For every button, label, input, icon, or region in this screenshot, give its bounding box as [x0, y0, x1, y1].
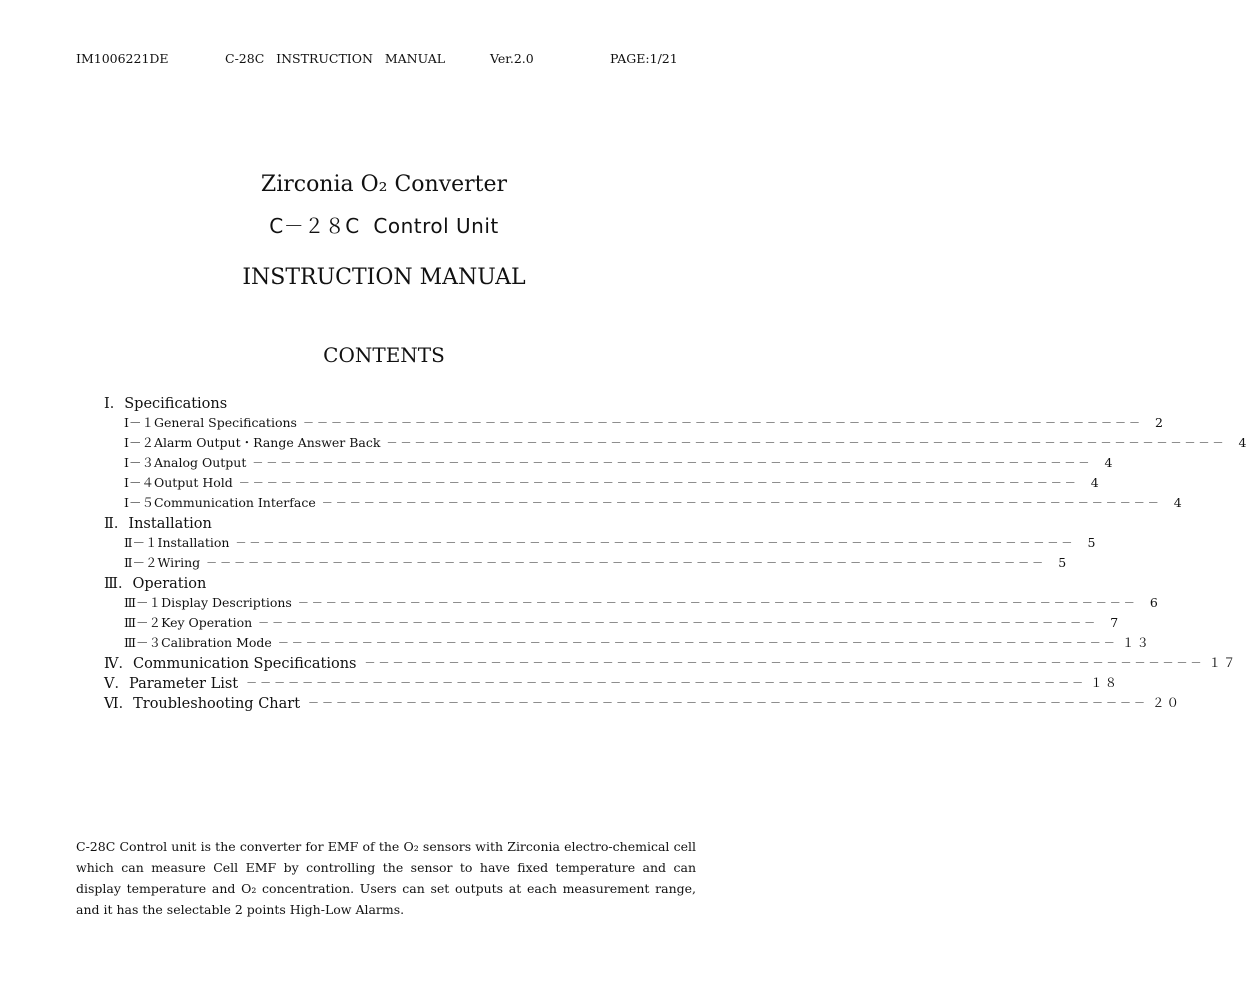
toc-item-page: 4: [1238, 434, 1246, 450]
toc-item-number: Ⅰ－１: [124, 415, 154, 430]
toc-item-number: Ⅰ－５: [124, 495, 154, 510]
toc-item[interactable]: [124, 552, 1067, 572]
toc-item[interactable]: [124, 432, 1246, 452]
toc-item[interactable]: [124, 492, 1182, 512]
toc-item-label: Installation: [157, 534, 230, 550]
toc-section-label: Ⅳ．Communication Specifications: [104, 655, 357, 672]
leader-dashes: －－－－－－－－－－－－－－－－－－－－－－－－－－－－－－－－－－－－－－－－－－－－－－－－－－－－－－－－－－－－: [386, 436, 1227, 449]
leader-dashes: －－－－－－－－－－－－－－－－－－－－－－－－－－－－－－－－－－－－－－－－－－－－－－－－－－－－－－－－－－－－: [258, 616, 1099, 629]
leader-dashes: －－－－－－－－－－－－－－－－－－－－－－－－－－－－－－－－－－－－－－－－－－－－－－－－－－－－－－－－－－－－: [297, 596, 1138, 609]
toc-item-page: 4: [1104, 454, 1113, 470]
leader-dashes: －－－－－－－－－－－－－－－－－－－－－－－－－－－－－－－－－－－－－－－－－－－－－－－－－－－－－－－－－－－－: [235, 536, 1076, 549]
page-number: PAGE:1/21: [610, 51, 678, 66]
toc-section-page: １８: [1090, 675, 1120, 690]
toc-item-page: １３: [1121, 635, 1151, 650]
toc-item-label: Display Descriptions: [161, 594, 292, 610]
toc-item-number: Ⅰ－３: [124, 455, 154, 470]
toc-item-label: Alarm Output・Range Answer Back: [153, 435, 381, 450]
toc-item[interactable]: [124, 412, 1163, 432]
toc-item-label: Output Hold: [153, 474, 233, 490]
toc-item-page: 5: [1087, 534, 1096, 550]
leader-dashes: －－－－－－－－－－－－－－－－－－－－－－－－－－－－－－－－－－－－－－－－－－－－－－－－－－－－－－－－－－－－: [238, 476, 1079, 489]
toc-item-number: Ⅱ－１: [124, 535, 158, 550]
toc-item[interactable]: [124, 632, 1151, 652]
toc-item-page: 7: [1110, 614, 1119, 630]
toc-item-number: Ⅲ－１: [124, 595, 162, 610]
leader-dashes: －－－－－－－－－－－－－－－－－－－－－－－－－－－－－－－－－－－－－－－－－－－－－－－－－－－－－－－－－－－－: [364, 656, 1205, 669]
toc-item-label: Wiring: [157, 554, 201, 570]
title-line-3: INSTRUCTION MANUAL: [242, 265, 526, 290]
toc-item[interactable]: [124, 612, 1119, 632]
title-line-1: Zirconia O₂ Converter: [260, 172, 508, 197]
toc-item-page: 5: [1058, 554, 1067, 570]
doc-id: IM1006221DE: [76, 51, 169, 66]
leader-dashes: －－－－－－－－－－－－－－－－－－－－－－－－－－－－－－－－－－－－－－－－－－－－－－－－－－－－－－－－－－－－: [321, 496, 1162, 509]
toc-section[interactable]: [104, 691, 1182, 713]
toc-section[interactable]: Ⅰ．Specifications: [104, 396, 228, 412]
toc-item[interactable]: [124, 532, 1096, 552]
toc-item-page: 6: [1149, 594, 1158, 610]
title-line-2: C－２８C Control Unit: [269, 214, 499, 238]
product-description: C-28C Control unit is the converter for EMF of the O₂ sensors with Zirconia electro-chemical cell which can measure Cell EMF by controlling the sensor to have fixed temperature and can display temperature and O₂ concentration. Users can set outputs at each measurement range, and it has the selectable 2 points High-Low Alarms.: [76, 838, 696, 917]
toc-section[interactable]: [104, 651, 1238, 673]
page-header: [0, 51, 768, 69]
toc-item-page: 4: [1090, 474, 1099, 490]
table-of-contents: [0, 392, 1246, 722]
contents-heading: CONTENTS: [323, 343, 445, 367]
leader-dashes: －－－－－－－－－－－－－－－－－－－－－－－－－－－－－－－－－－－－－－－－－－－－－－－－－－－－－－－－－－－－: [302, 416, 1143, 429]
toc-item-number: Ⅲ－２: [124, 615, 162, 630]
leader-dashes: －－－－－－－－－－－－－－－－－－－－－－－－－－－－－－－－－－－－－－－－－－－－－－－－－－－－－－－－－－－－: [277, 636, 1118, 649]
toc-item[interactable]: [124, 452, 1113, 472]
toc-section[interactable]: Ⅱ．Installation: [104, 516, 212, 532]
toc-item-label: Communication Interface: [153, 494, 316, 510]
toc-item-number: Ⅰ－２: [124, 435, 154, 450]
toc-item-label: Key Operation: [161, 614, 253, 630]
leader-dashes: －－－－－－－－－－－－－－－－－－－－－－－－－－－－－－－－－－－－－－－－－－－－－－－－－－－－－－－－－－－－: [308, 696, 1149, 709]
toc-item-number: Ⅱ－２: [124, 555, 158, 570]
toc-item-label: General Specifications: [153, 414, 297, 430]
leader-dashes: －－－－－－－－－－－－－－－－－－－－－－－－－－－－－－－－－－－－－－－－－－－－－－－－－－－－－－－－－－－－: [252, 456, 1093, 469]
toc-item-label: Analog Output: [153, 454, 247, 470]
leader-dashes: －－－－－－－－－－－－－－－－－－－－－－－－－－－－－－－－－－－－－－－－－－－－－－－－－－－－－－－－－－－－: [246, 676, 1087, 689]
toc-item-page: 2: [1155, 414, 1163, 430]
leader-dashes: －－－－－－－－－－－－－－－－－－－－－－－－－－－－－－－－－－－－－－－－－－－－－－－－－－－－－－－－－－－－: [206, 556, 1047, 569]
toc-item[interactable]: [124, 592, 1158, 612]
toc-item[interactable]: [124, 472, 1099, 492]
toc-item-number: Ⅲ－３: [124, 635, 162, 650]
toc-section-label: Ⅴ．Parameter List: [104, 675, 239, 692]
toc-item-number: Ⅰ－４: [124, 475, 154, 490]
toc-section[interactable]: Ⅲ．Operation: [104, 576, 207, 592]
manual-title: C-28C INSTRUCTION MANUAL: [225, 51, 446, 66]
toc-item-label: Calibration Mode: [161, 634, 272, 650]
version: Ver.2.0: [490, 51, 534, 66]
toc-section-label: Ⅵ．Troubleshooting Chart: [104, 695, 301, 712]
toc-item-page: 4: [1173, 494, 1182, 510]
toc-section[interactable]: [104, 671, 1120, 693]
toc-section-page: ２０: [1152, 695, 1182, 710]
toc-section-page: １７: [1208, 655, 1238, 670]
